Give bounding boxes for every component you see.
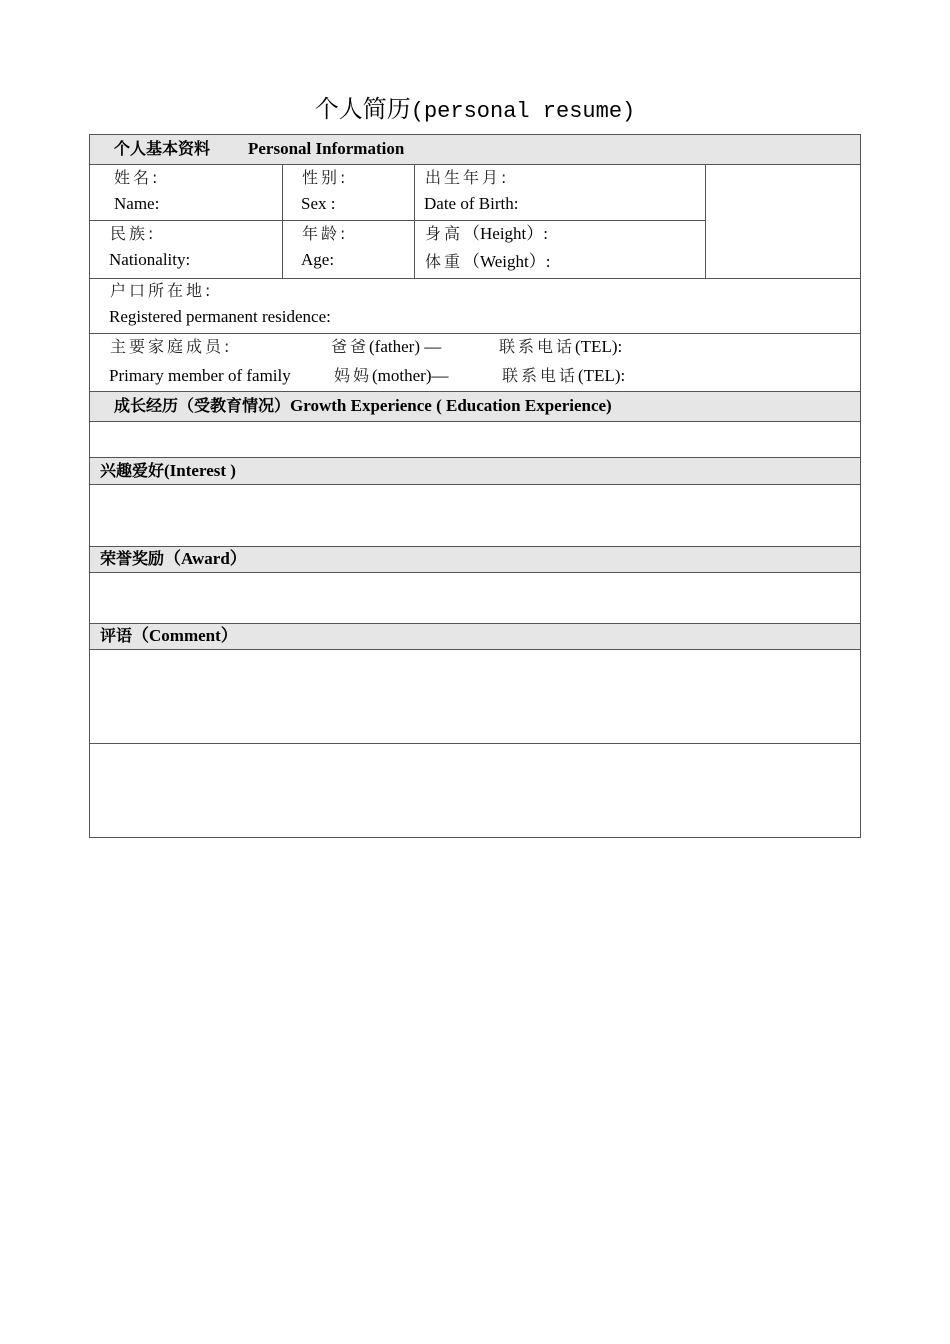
name-label-cn: 姓名:: [114, 168, 161, 187]
weight-label-cn: 体重: [425, 252, 464, 271]
residence-label-en: Registered permanent residence:: [109, 307, 331, 326]
award-content[interactable]: [90, 573, 860, 623]
weight-label-en: （Weight）:: [463, 252, 551, 271]
residence-label-cn: 户口所在地:: [110, 281, 214, 300]
comment-content[interactable]: [90, 650, 860, 743]
row-divider: [90, 623, 860, 624]
height-label-cn: 身高: [425, 224, 464, 243]
father-tel-label-en: (TEL):: [575, 337, 623, 356]
title-en: (personal resume): [410, 99, 636, 124]
growth-title-en: Growth Experience ( Education Experience): [290, 396, 612, 415]
height-label: [425, 223, 548, 245]
interest-title: [100, 460, 236, 482]
growth-title: [114, 395, 612, 417]
row-divider: [90, 333, 860, 334]
interest-title-cn: 兴趣爱好: [100, 461, 165, 480]
interest-content[interactable]: [90, 485, 860, 546]
interest-title-en: (Interest ): [164, 461, 236, 480]
mother-tel-label-en: (TEL):: [578, 366, 626, 385]
mother-tel-label-cn: 联系电话: [502, 366, 579, 385]
name-label-en: Name:: [114, 194, 160, 213]
father-label: [331, 336, 441, 358]
col-divider: [414, 164, 415, 278]
father-tel-label: [499, 336, 622, 358]
growth-title-cn: 成长经历（受教育情况）: [114, 396, 291, 415]
weight-label: [425, 251, 550, 273]
sex-label-en: Sex :: [301, 194, 336, 213]
photo-box[interactable]: [706, 165, 860, 278]
age-label-cn: 年龄:: [302, 224, 349, 243]
mother-label: [334, 365, 449, 387]
resume-table: [89, 134, 861, 838]
comment-title: [100, 625, 238, 647]
nation-label-en: Nationality:: [109, 250, 191, 269]
col-divider: [282, 164, 283, 278]
row-divider: [90, 391, 860, 392]
family-label-en: Primary member of family: [109, 366, 291, 385]
age-label-en: Age:: [301, 250, 335, 269]
sex-label-cn: 性别:: [302, 168, 349, 187]
row-divider: [90, 220, 705, 221]
mother-label-cn: 妈妈: [334, 366, 373, 385]
growth-content[interactable]: [90, 422, 860, 457]
father-label-en: (father) —: [369, 337, 442, 356]
comment-title-cn: 评语: [100, 626, 133, 645]
mother-tel-label: [502, 365, 625, 387]
family-label-cn: 主要家庭成员:: [110, 337, 233, 356]
row-divider: [90, 457, 860, 458]
nation-label-cn: 民族:: [110, 224, 157, 243]
father-tel-label-cn: 联系电话: [499, 337, 576, 356]
extra-content[interactable]: [90, 744, 860, 837]
award-title-cn: 荣誉奖励: [100, 549, 165, 568]
birth-label-en: Date of Birth:: [424, 194, 519, 213]
page-title: [0, 93, 950, 129]
mother-label-en: (mother)—: [372, 366, 449, 385]
height-label-en: （Height）:: [463, 224, 549, 243]
father-label-cn: 爸爸: [331, 337, 370, 356]
birth-label-cn: 出生年月:: [425, 168, 510, 187]
row-divider: [90, 278, 860, 279]
title-cn: 个人简历: [314, 97, 411, 123]
personal-info-title-cn: 个人基本资料: [114, 139, 211, 158]
personal-info-title: [114, 138, 210, 160]
personal-info-title-en: Personal Information: [248, 139, 405, 158]
row-divider: [90, 546, 860, 547]
comment-title-en: （Comment）: [132, 626, 238, 645]
award-title-en: （Award）: [164, 549, 247, 568]
award-title: [100, 548, 247, 570]
